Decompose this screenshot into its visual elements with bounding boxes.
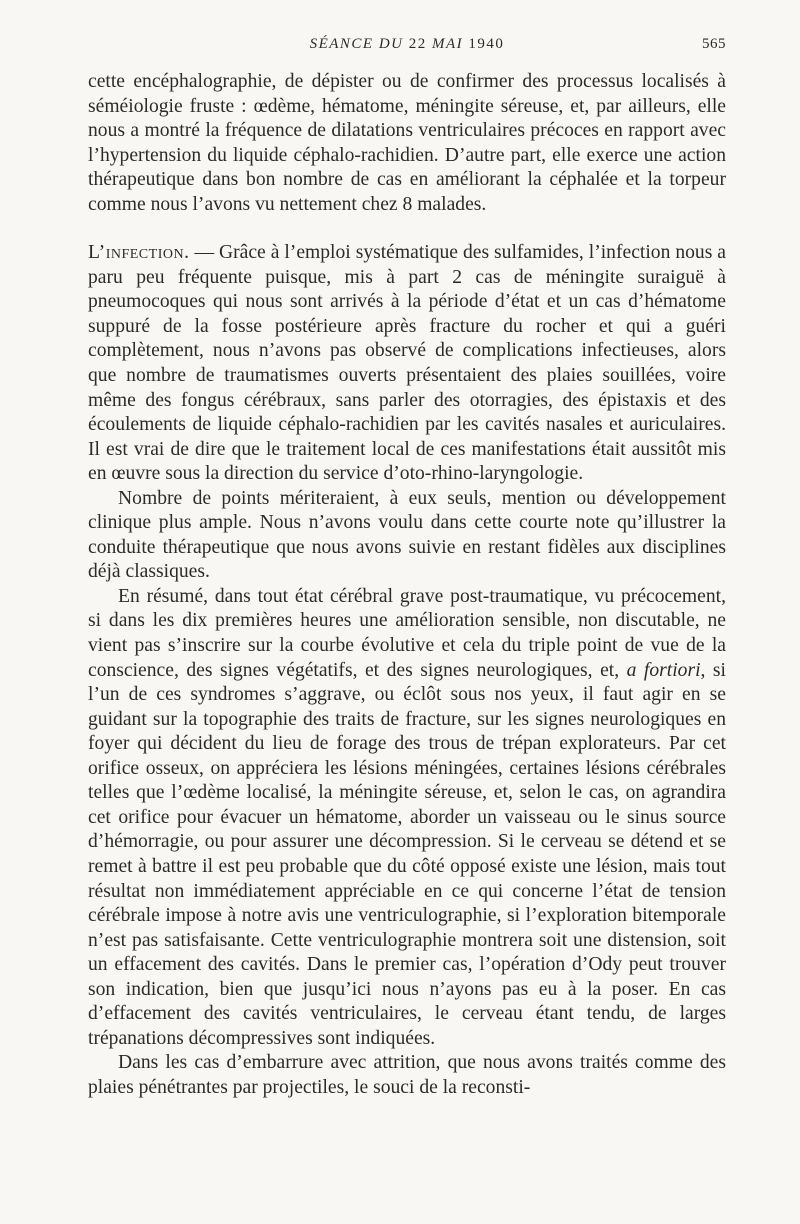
header-month: MAI xyxy=(432,36,464,52)
running-header xyxy=(88,36,726,58)
paragraph-4-part-b: , si l’un de ces syndromes s’aggrave, ou éclôt sous nos yeux, il faut agir en se guidant sur la topographie des traits de fracture, sur les signes neurologiques en foyer qui décident du lieu de forage des trous de trépan explorateurs. Par cet orifice osseux, on appréciera les lésions méningées, certaines lésions cérébrales telles que l’œdème localisé, la méningite séreuse, et, selon le cas, on agrandira cet orifice pour évacuer un hématome, aborder un vaisseau ou le sinus source d’hémorragie, ou pour assurer une décompression. Si le cerveau se détend et se remet à battre il est peu probable que du côté opposé existe une lésion, mais tout résultat non immédiatement appréciable en ce qui concerne l’état de tension cérébrale impose à notre avis une ventriculographie, si l’exploration bitemporale n’est pas satisfaisante. Cette ventriculographie montrera soit une distension, soit un effacement des cavités. Dans le premier cas, l’opération d’Ody peut trouver son indication, bien que jusqu’ici nous n’ayons pas eu à la poser. En cas d’effacement des cavités ventriculaires, le cerveau étant tendu, de larges trépanations décompressives sont indiquées. xyxy=(88,659,726,1049)
header-year: 1940 xyxy=(468,36,505,52)
paragraph-5: Dans les cas d’embarrure avec attrition, que nous avons traités comme des plaies pénétrantes par projectiles, le souci de la reconsti- xyxy=(88,1052,726,1098)
header-day: 22 xyxy=(408,36,427,52)
paragraph-2 xyxy=(88,241,726,486)
paragraph-4-italic: a fortiori xyxy=(626,659,701,681)
section-heading-infection: L’infection. xyxy=(88,242,190,264)
header-word-seance: SÉANCE xyxy=(309,36,374,52)
paragraph-4-part-a: En résumé, dans tout état cérébral grave post-traumatique, vu précocement, si dans les dix premières heures une amélioration sensible, non discutable, ne vient pas s’inscrire sur la courbe évolutive et cela du triple point de vue de la conscience, des signes végétatifs, et des signes neurologiques, et, xyxy=(88,585,726,681)
header-word-du: DU xyxy=(378,36,404,52)
paragraph-1: cette encéphalographie, de dépister ou de confirmer des processus localisés à séméiologie fruste : œdème, hématome, méningite séreuse, et, par ailleurs, elle nous a montré la fréquence de dilatations ventriculaires précoces en rapport avec l’hypertension du liquide céphalo-rachidien. D’autre part, elle exerce une action thérapeutique dans bon nombre de cas en améliorant la céphalée et la torpeur comme nous l’avons vu nettement chez 8 malades. xyxy=(88,71,726,215)
paragraph-3: Nombre de points mériteraient, à eux seuls, mention ou développement clinique plus ample. Nous n’avons voulu dans cette courte note qu’illustrer la conduite thérapeutique que nous avons suivie en restant fidèles aux disciplines déjà classiques. xyxy=(88,487,726,583)
body-text xyxy=(88,70,726,1100)
paragraph-2-text: — Grâce à l’emploi systématique des sulfamides, l’infection nous a paru peu fréquente puisque, mis à part 2 cas de méningite suraiguë à pneumocoques qui nous sont arrivés à la période d’état et un cas d’hématome suppuré de la fosse postérieure après fracture du rocher et qui a guéri complètement, nous n’avons pas observé de complications infectieuses, alors que nombre de traumatismes ouverts présentaient des plaies souillées, voire même des fongus cérébraux, sans parler des otorragies, des épistaxis et des écoulements de liquide céphalo-rachidien par les cavités nasales et auriculaires. Il est vrai de dire que le traitement local de ces manifestations était aussitôt mis en œuvre sous la direction du service d’oto-rhino-laryngologie. xyxy=(88,242,726,485)
paragraph-4 xyxy=(88,585,726,1051)
header-title xyxy=(88,36,726,53)
page-number: 565 xyxy=(702,36,726,52)
